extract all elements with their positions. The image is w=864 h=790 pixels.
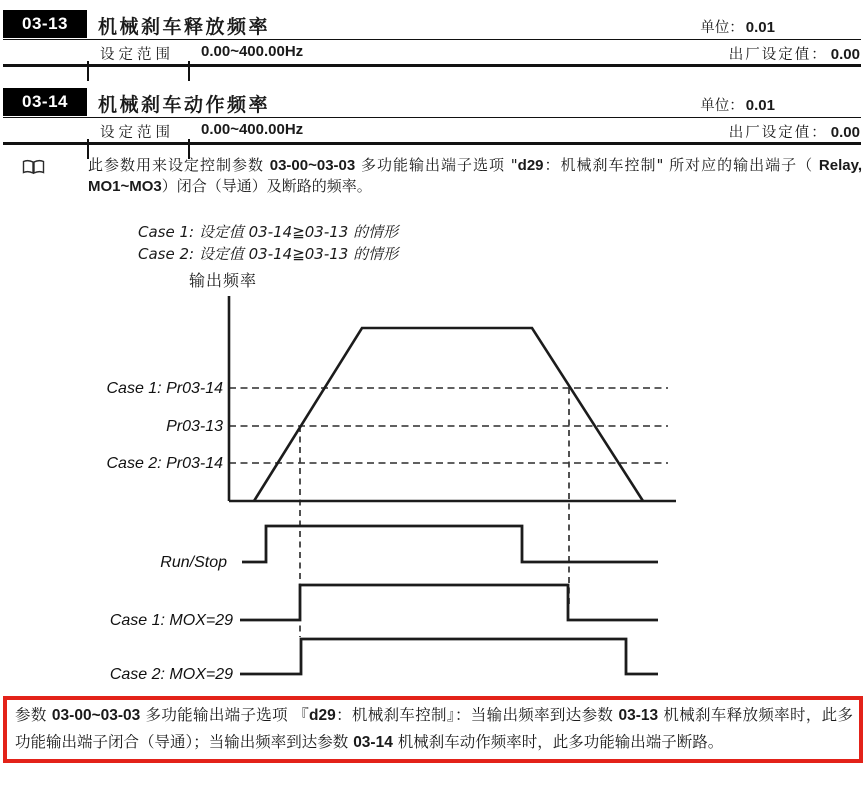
case2-condition-note: Case 2: 设定值 03-14≧03-13 的情形 <box>138 245 399 263</box>
factory-label: 出厂设定值： <box>728 47 828 63</box>
param-header-row <box>3 88 861 118</box>
factory-value: 0.00 <box>830 46 860 63</box>
open-book-icon <box>22 159 45 180</box>
param-title: 机械刹车释放频率 <box>98 16 271 38</box>
highlight-note-box: 参数 03-00~03-03 多功能输出端子选项 『d29：机械刹车控制』：当输出频率到达参数 03-13 机械刹车释放频率时，此多功能输出端子闭合（导通）；当输出频率到达参数 03-14 机械刹车动作频率时，此多功能输出端子断路。 <box>3 696 863 763</box>
param-block-03-14 <box>3 88 861 146</box>
range-label: 设定范围 <box>100 47 174 63</box>
unit-label: 单位： <box>700 98 744 114</box>
note-paragraph: 此参数用来设定控制参数 03-00~03-03 多功能输出端子选项 "d29：机械刹车控制" 所对应的输出端子（ Relay, MO1~MO3）闭合（导通）及断路的频率。 <box>88 156 863 195</box>
unit-label: 单位： <box>700 20 744 36</box>
output-frequency-curve <box>254 328 643 501</box>
label-case1-mox: Case 1: MOX=29 <box>109 612 233 629</box>
run-stop-waveform <box>242 526 658 562</box>
label-case1-pr0314: Case 1: Pr03-14 <box>106 380 223 397</box>
param-code-badge: 03-14 <box>3 88 87 116</box>
table-divider-tick <box>87 61 89 81</box>
param-title: 机械刹车动作频率 <box>98 94 271 116</box>
brake-timing-diagram <box>0 210 864 690</box>
case1-condition-note: Case 1: 设定值 03-14≧03-13 的情形 <box>138 223 399 241</box>
param-code-badge: 03-13 <box>3 10 87 38</box>
factory-label: 出厂设定值： <box>728 125 828 141</box>
case2-mox-waveform <box>240 639 658 674</box>
label-run-stop: Run/Stop <box>160 554 227 571</box>
output-frequency-axis-label: 输出频率 <box>189 271 258 290</box>
table-divider-tick <box>188 61 190 81</box>
label-pr0313: Pr03-13 <box>166 418 223 435</box>
factory-setting-field <box>729 121 860 142</box>
case1-mox-waveform <box>240 585 658 620</box>
unit-field <box>700 94 775 115</box>
unit-value: 0.01 <box>745 19 775 36</box>
param-range-row <box>3 118 861 145</box>
param-range-row <box>3 40 861 67</box>
range-value: 0.00~400.00Hz <box>201 121 304 138</box>
range-label: 设定范围 <box>100 125 174 141</box>
factory-setting-field <box>729 43 860 64</box>
range-value: 0.00~400.00Hz <box>201 43 304 60</box>
unit-value: 0.01 <box>745 97 775 114</box>
label-case2-mox: Case 2: MOX=29 <box>109 666 233 683</box>
label-case2-pr0314: Case 2: Pr03-14 <box>106 455 223 472</box>
unit-field <box>700 16 775 37</box>
param-block-03-13 <box>3 10 861 68</box>
param-header-row <box>3 10 861 40</box>
factory-value: 0.00 <box>830 124 860 141</box>
